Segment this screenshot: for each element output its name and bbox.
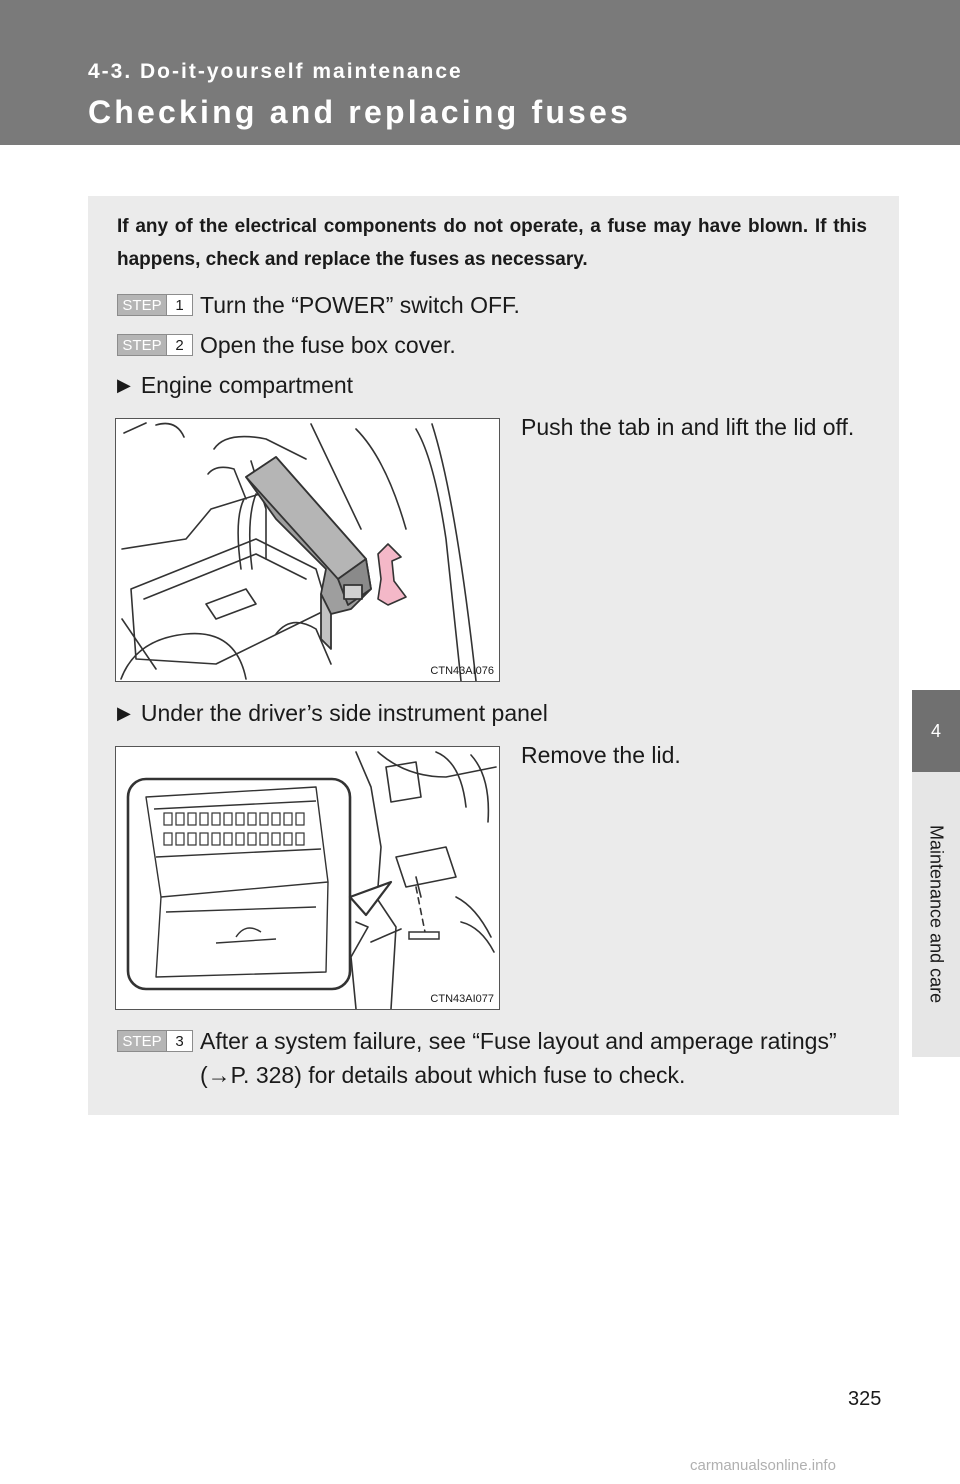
triangle-right-icon: ▶ (117, 703, 131, 723)
location-heading-engine (117, 368, 353, 402)
triangle-right-icon: ▶ (117, 375, 131, 395)
step-2-text: Open the fuse box cover. (200, 332, 456, 358)
step-number: 2 (167, 334, 193, 356)
engine-compartment-illustration (116, 419, 499, 681)
step-1-text: Turn the “POWER” switch OFF. (200, 292, 520, 318)
location-heading-text: Under the driver’s side instrument panel (140, 700, 548, 726)
step-word: STEP (117, 294, 167, 316)
figure-instrument-panel (115, 746, 500, 1010)
chapter-tab[interactable] (912, 690, 960, 772)
chapter-number: 4 (930, 720, 941, 741)
page-header (0, 0, 960, 145)
step-2-badge (117, 334, 193, 356)
chapter-title: Maintenance and care (926, 825, 947, 1004)
section-label: 4-3. Do-it-yourself maintenance (88, 60, 463, 83)
step-number: 1 (167, 294, 193, 316)
step-word: STEP (117, 334, 167, 356)
step-number: 3 (167, 1030, 193, 1052)
footer-watermark: carmanualsonline.info (690, 1457, 836, 1474)
figure-code: CTN43AI077 (430, 993, 494, 1005)
figure-engine-compartment (115, 418, 500, 682)
lift-arrow-icon (378, 544, 406, 605)
location-heading-text: Engine compartment (140, 372, 354, 398)
location-instruction-engine: Push the tab in and lift the lid off. (521, 414, 855, 440)
step-3-badge (117, 1030, 193, 1052)
figure-code: CTN43AI076 (430, 665, 494, 677)
page-title: Checking and replacing fuses (88, 94, 632, 130)
step-1-badge (117, 294, 193, 316)
intro-text: If any of the electrical components do not operate, a fuse may have blown. If this happens, check and replace the fuses as necessary. (117, 216, 867, 270)
step-3-text: After a system failure, see “Fuse layout and amperage ratings” (→P. 328) for details about which fuse to check. (200, 1028, 837, 1088)
step-word: STEP (117, 1030, 167, 1052)
location-instruction-driver-panel: Remove the lid. (521, 742, 681, 768)
chapter-title-wrapper (912, 772, 960, 1057)
location-heading-driver-panel (117, 696, 548, 730)
page-number: 325 (848, 1388, 882, 1410)
instrument-panel-illustration (116, 747, 499, 1009)
